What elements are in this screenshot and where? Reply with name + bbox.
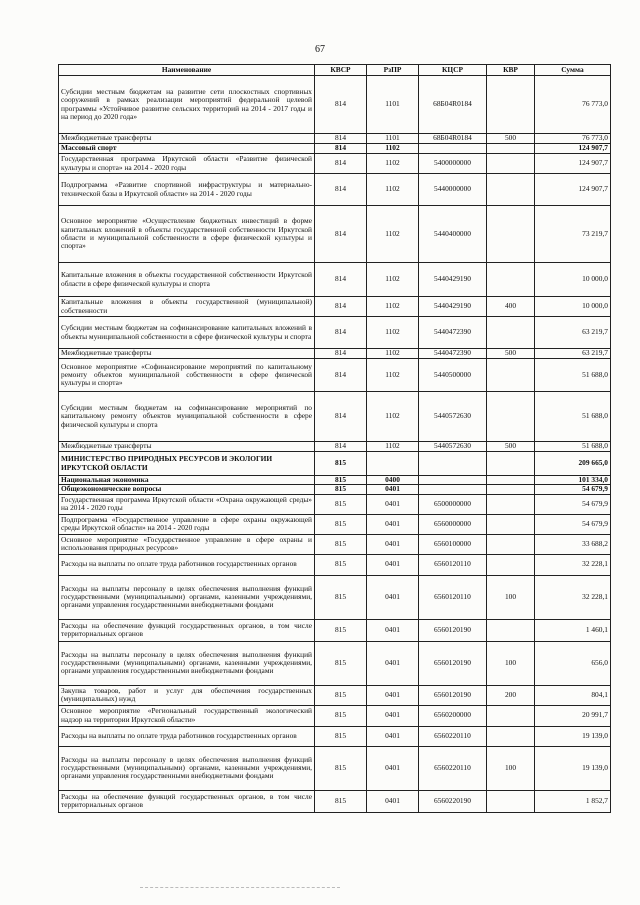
cell-kvr [487,317,535,349]
cell-kvsr: 815 [315,494,367,514]
cell-rzpr: 1102 [367,206,419,263]
cell-kvsr: 814 [315,349,367,359]
table-row [59,134,611,144]
cell-kvr [487,263,535,297]
cell-name: МИНИСТЕРСТВО ПРИРОДНЫХ РЕСУРСОВ И ЭКОЛОГИИ ИРКУТСКОЙ ОБЛАСТИ [59,452,315,476]
table-row [59,359,611,392]
cell-name: Межбюджетные трансферты [59,349,315,359]
table-row [59,452,611,476]
cell-name: Межбюджетные трансферты [59,134,315,144]
cell-kcsr [419,485,487,494]
cell-kvsr: 815 [315,514,367,534]
cell-rzpr: 0401 [367,534,419,554]
cell-name: Государственная программа Иркутской области «Охрана окружающей среды» на 2014 - 2020 годы [59,494,315,514]
cell-sum: 10 000,0 [535,263,611,297]
cell-rzpr: 0401 [367,685,419,705]
cell-kvsr: 814 [315,442,367,452]
cell-kvsr: 815 [315,726,367,746]
cell-sum: 73 219,7 [535,206,611,263]
cell-kvsr: 814 [315,317,367,349]
cell-kvr [487,726,535,746]
cell-kvsr: 814 [315,174,367,206]
cell-kvsr: 814 [315,144,367,154]
cell-kcsr: 68Б04R0184 [419,76,487,134]
cell-rzpr [367,452,419,476]
cell-sum: 804,1 [535,685,611,705]
cell-kvr [487,485,535,494]
cell-kcsr [419,452,487,476]
cell-kvr [487,705,535,726]
cell-name: Расходы на выплаты персоналу в целях обеспечения выполнения функций государственными (муниципальными) органами, казенными учреждениями, органами управления государственными внебюджетными фондами [59,746,315,790]
cell-kcsr: 5440500000 [419,359,487,392]
cell-kvsr: 815 [315,685,367,705]
cell-kvr [487,76,535,134]
cell-sum: 32 228,1 [535,554,611,575]
cell-kcsr: 6560100000 [419,534,487,554]
cell-kcsr: 68Б04R0184 [419,134,487,144]
table-row [59,174,611,206]
cell-name: Расходы на выплаты персоналу в целях обеспечения выполнения функций государственными (муниципальными) органами, казенными учреждениями, органами управления государственными внебюджетными фондами [59,575,315,619]
cell-name: Субсидии местным бюджетам на софинансирование капитальных вложений в объекты муниципальной собственности в сфере физической культуры и спорта [59,317,315,349]
cell-kcsr: 6500000000 [419,494,487,514]
cell-rzpr: 0401 [367,705,419,726]
table-row [59,317,611,349]
table-row [59,494,611,514]
cell-name: Национальная экономика [59,476,315,485]
cell-kvsr: 815 [315,476,367,485]
table-row [59,392,611,442]
table-header-row [59,65,611,76]
cell-rzpr: 1101 [367,76,419,134]
cell-kvsr: 814 [315,297,367,317]
cell-kvr [487,534,535,554]
table-row [59,154,611,174]
cell-sum: 101 334,0 [535,476,611,485]
cell-sum: 124 907,7 [535,174,611,206]
cell-kcsr: 6560120190 [419,641,487,685]
cell-rzpr: 1102 [367,349,419,359]
cell-name: Межбюджетные трансферты [59,442,315,452]
cell-kvsr: 814 [315,76,367,134]
cell-kvsr: 815 [315,746,367,790]
cell-kcsr: 5440472390 [419,349,487,359]
cell-kvr [487,554,535,575]
table-row [59,790,611,812]
cell-sum: 124 907,7 [535,154,611,174]
column-header-sum: Сумма [535,65,611,76]
cell-rzpr: 0401 [367,641,419,685]
table-row [59,619,611,641]
cell-sum: 51 688,0 [535,442,611,452]
cell-name: Капитальные вложения в объекты государственной собственности Иркутской области в сфере физической культуры и спорта [59,263,315,297]
cell-kvr [487,494,535,514]
cell-kvsr: 814 [315,154,367,174]
cell-kcsr: 5400000000 [419,154,487,174]
cell-kvsr: 815 [315,534,367,554]
cell-kvr: 400 [487,297,535,317]
cell-sum: 76 773,0 [535,134,611,144]
cell-name: Капитальные вложения в объекты государственной (муниципальной) собственности [59,297,315,317]
cell-kcsr: 6560220190 [419,790,487,812]
cell-rzpr: 1102 [367,174,419,206]
cell-kvr [487,790,535,812]
cell-kvsr: 815 [315,705,367,726]
cell-rzpr: 1101 [367,134,419,144]
cell-kcsr: 6560120110 [419,575,487,619]
cell-kvr [487,359,535,392]
cell-name: Подпрограмма «Государственное управление в сфере охраны окружающей среды Иркутской области» на 2014 - 2020 годы [59,514,315,534]
cell-rzpr: 1102 [367,442,419,452]
cell-kvr: 200 [487,685,535,705]
table-body [59,76,611,813]
cell-name: Массовый спорт [59,144,315,154]
cell-sum: 51 688,0 [535,359,611,392]
cell-kvsr: 815 [315,575,367,619]
column-header-kvr: КВР [487,65,535,76]
cell-rzpr: 0401 [367,619,419,641]
cell-kvsr: 814 [315,263,367,297]
table-row [59,514,611,534]
cell-rzpr: 0401 [367,790,419,812]
cell-name: Расходы на обеспечение функций государственных органов, в том числе территориальных органов [59,790,315,812]
table-row [59,641,611,685]
cell-sum: 20 991,7 [535,705,611,726]
cell-kvr: 100 [487,641,535,685]
page-number: 67 [315,44,325,55]
cell-rzpr: 1102 [367,297,419,317]
cell-name: Субсидии местным бюджетам на развитие сети плоскостных спортивных сооружений в рамках реализации мероприятий федеральной целевой программы «Устойчивое развитие сельских территорий на 2014 - 2017 годы и на период до 2020 года» [59,76,315,134]
cell-sum: 209 665,0 [535,452,611,476]
table-row [59,297,611,317]
cell-sum: 1 852,7 [535,790,611,812]
table-row [59,746,611,790]
cell-name: Основное мероприятие «Государственное управление в сфере охраны и использования природных ресурсов» [59,534,315,554]
table-row [59,349,611,359]
cell-kvr [487,174,535,206]
cell-kvr [487,476,535,485]
table-row [59,442,611,452]
cell-kvr [487,619,535,641]
cell-kcsr: 6560120110 [419,554,487,575]
cell-sum: 76 773,0 [535,76,611,134]
cell-kvr [487,144,535,154]
cell-sum: 19 139,0 [535,746,611,790]
table-row [59,206,611,263]
cell-kvr [487,154,535,174]
cell-kvsr: 815 [315,790,367,812]
cell-name: Расходы на обеспечение функций государственных органов, в том числе территориальных органов [59,619,315,641]
cell-kvr [487,452,535,476]
cell-name: Субсидии местным бюджетам на софинансирование мероприятий по капитальному ремонту объектов муниципальной собственности в сфере физической культуры и спорта [59,392,315,442]
cell-sum: 656,0 [535,641,611,685]
cell-rzpr: 1102 [367,359,419,392]
table-row [59,685,611,705]
cell-kvsr: 815 [315,554,367,575]
table-row [59,144,611,154]
cell-sum: 1 460,1 [535,619,611,641]
cell-rzpr: 0401 [367,726,419,746]
cell-sum: 54 679,9 [535,514,611,534]
cell-kvsr: 815 [315,485,367,494]
cell-kvr [487,392,535,442]
cell-kcsr: 6560220110 [419,726,487,746]
budget-table [58,64,611,813]
cell-name: Основное мероприятие «Осуществление бюджетных инвестиций в форме капитальных вложений в объекты государственной собственности Иркутской области и муниципальной собственности в сфере физической культуры и спорта» [59,206,315,263]
table-row [59,76,611,134]
cell-sum: 19 139,0 [535,726,611,746]
cell-rzpr: 0401 [367,514,419,534]
cell-sum: 10 000,0 [535,297,611,317]
cell-kvsr: 815 [315,452,367,476]
cell-kvr: 500 [487,134,535,144]
cell-kcsr: 5440000000 [419,174,487,206]
cell-kvr [487,206,535,263]
cell-kvsr: 815 [315,641,367,685]
table-row [59,575,611,619]
cell-rzpr: 1102 [367,392,419,442]
cell-kcsr: 6560120190 [419,619,487,641]
table-row [59,476,611,485]
cell-kcsr [419,476,487,485]
cell-kvsr: 814 [315,134,367,144]
column-header-kcsr: КЦСР [419,65,487,76]
cell-sum: 63 219,7 [535,349,611,359]
cell-sum: 33 688,2 [535,534,611,554]
cell-sum: 124 907,7 [535,144,611,154]
cell-kvsr: 815 [315,619,367,641]
cell-rzpr: 0401 [367,485,419,494]
cell-rzpr: 0401 [367,575,419,619]
cell-rzpr: 0400 [367,476,419,485]
table-row [59,485,611,494]
cell-kvr: 500 [487,442,535,452]
cell-sum: 32 228,1 [535,575,611,619]
cell-kcsr: 5440400000 [419,206,487,263]
cell-kvr: 100 [487,746,535,790]
cell-kcsr: 5440572630 [419,392,487,442]
cell-kvsr: 814 [315,359,367,392]
cell-kvr [487,514,535,534]
cell-kcsr: 5440429190 [419,297,487,317]
table-row [59,705,611,726]
column-header-rzpr: РзПР [367,65,419,76]
cell-rzpr: 1102 [367,263,419,297]
cell-kcsr: 6560120190 [419,685,487,705]
cell-kcsr: 6560200000 [419,705,487,726]
cell-name: Основное мероприятие «Софинансирование мероприятий по капитальному ремонту объектов муниципальной собственности в сфере физической культуры и спорта» [59,359,315,392]
cell-kcsr: 5440472390 [419,317,487,349]
cell-sum: 54 679,9 [535,485,611,494]
cell-kvsr: 814 [315,206,367,263]
cell-kcsr: 5440572630 [419,442,487,452]
cell-kvsr: 814 [315,392,367,442]
cell-name: Расходы на выплаты по оплате труда работников государственных органов [59,554,315,575]
cell-name: Подпрограмма «Развитие спортивной инфраструктуры и материально- технической базы в Иркутской области» на 2014 - 2020 годы [59,174,315,206]
cell-kvr: 500 [487,349,535,359]
column-header-name: Наименование [59,65,315,76]
cell-rzpr: 1102 [367,317,419,349]
cell-rzpr: 1102 [367,154,419,174]
cell-name: Закупка товаров, работ и услуг для обеспечения государственных (муниципальных) нужд [59,685,315,705]
cell-sum: 51 688,0 [535,392,611,442]
cell-name: Расходы на выплаты персоналу в целях обеспечения выполнения функций государственными (муниципальными) органами, казенными учреждениями, органами управления государственными внебюджетными фондами [59,641,315,685]
cell-rzpr: 1102 [367,144,419,154]
cell-kcsr: 6560220110 [419,746,487,790]
cell-sum: 63 219,7 [535,317,611,349]
cell-kcsr: 5440429190 [419,263,487,297]
cell-kcsr [419,144,487,154]
cell-rzpr: 0401 [367,494,419,514]
cell-kvr: 100 [487,575,535,619]
cell-rzpr: 0401 [367,554,419,575]
cell-name: Общеэкономические вопросы [59,485,315,494]
cell-sum: 54 679,9 [535,494,611,514]
table-row [59,554,611,575]
table-row [59,263,611,297]
table-row [59,534,611,554]
cell-name: Основное мероприятие «Региональный государственный экологический надзор на территории Иркутской области» [59,705,315,726]
cell-rzpr: 0401 [367,746,419,790]
scan-artifact-line [140,887,340,888]
table-row [59,726,611,746]
cell-kcsr: 6560000000 [419,514,487,534]
column-header-kvsr: КВСР [315,65,367,76]
cell-name: Государственная программа Иркутской области «Развитие физической культуры и спорта» на 2014 - 2020 годы [59,154,315,174]
cell-name: Расходы на выплаты по оплате труда работников государственных органов [59,726,315,746]
